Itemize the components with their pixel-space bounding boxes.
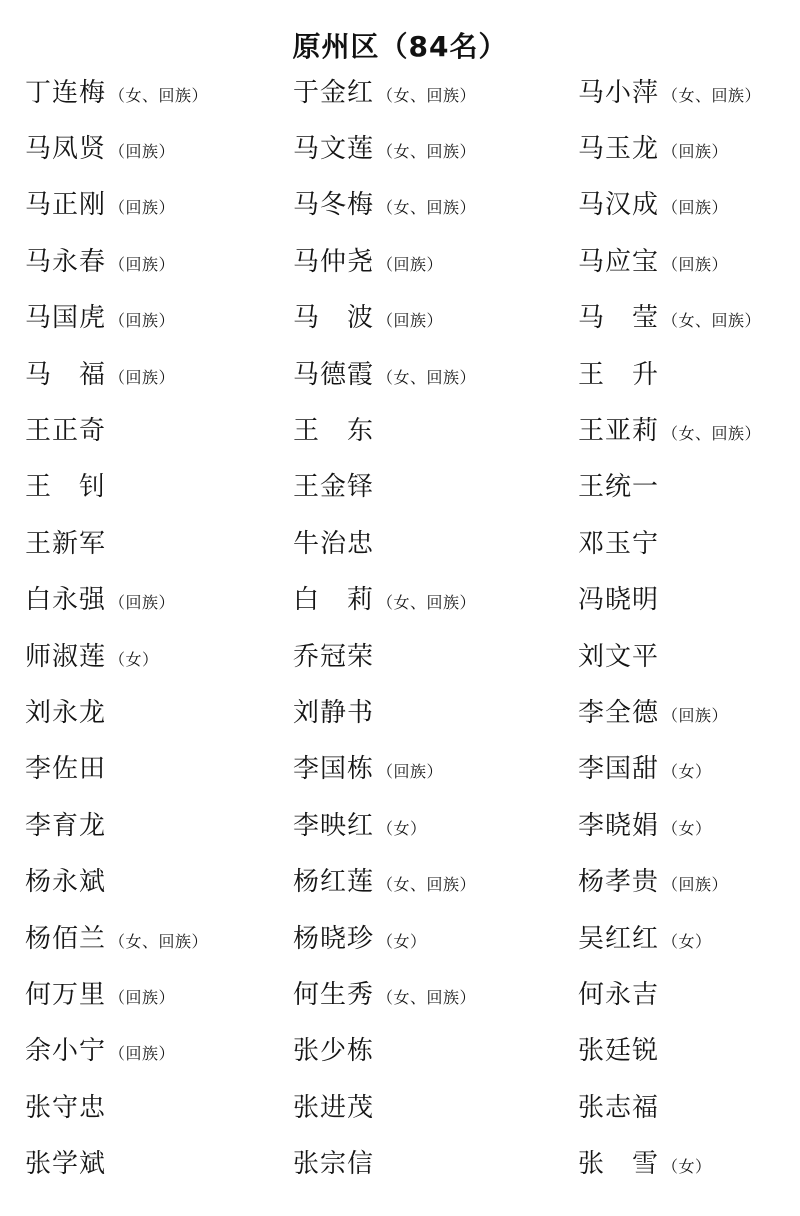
person-entry <box>293 579 578 616</box>
gender-ethnicity-note: （女、回族） <box>377 369 477 387</box>
roster-row <box>0 1133 800 1189</box>
person-entry <box>25 748 293 785</box>
gender-ethnicity-note: （女、回族） <box>377 877 477 895</box>
roster-row <box>0 175 800 231</box>
person-entry <box>25 636 293 673</box>
gender-ethnicity-note: （女、回族） <box>377 144 477 162</box>
person-name: 张宗信 <box>293 1149 375 1179</box>
gender-ethnicity-note: （回族） <box>109 369 176 387</box>
person-name: 冯晓明 <box>578 585 660 615</box>
person-entry <box>25 354 293 391</box>
person-name: 王亚莉 <box>578 416 660 446</box>
gender-ethnicity-note: （女、回族） <box>109 87 209 105</box>
roster-row <box>0 118 800 174</box>
person-name: 王金铎 <box>293 472 375 502</box>
gender-ethnicity-note: （女、回族） <box>377 989 477 1007</box>
document-title: 原州区（84名） <box>292 30 508 63</box>
person-entry <box>578 184 800 221</box>
person-entry <box>25 974 293 1011</box>
gender-ethnicity-note: （女、回族） <box>377 87 477 105</box>
person-name: 马汉成 <box>578 190 660 220</box>
roster-row <box>0 400 800 456</box>
person-name: 王 钊 <box>25 472 107 502</box>
roster-row <box>0 62 800 118</box>
person-name: 张进茂 <box>293 1092 375 1122</box>
person-name: 杨佰兰 <box>25 923 107 953</box>
person-name: 李全德 <box>578 697 660 727</box>
person-name: 马文莲 <box>293 134 375 164</box>
person-name: 张守忠 <box>25 1092 107 1122</box>
person-entry <box>25 410 293 447</box>
person-entry <box>25 805 293 842</box>
roster-row <box>0 1077 800 1133</box>
person-name: 马 波 <box>293 303 375 333</box>
person-entry <box>25 241 293 278</box>
person-entry <box>293 918 578 955</box>
person-name: 吴红红 <box>578 923 660 953</box>
gender-ethnicity-note: （女） <box>377 820 427 838</box>
person-name: 马仲尧 <box>293 246 375 276</box>
person-name: 王 升 <box>578 359 660 389</box>
person-entry <box>293 297 578 334</box>
person-name: 马应宝 <box>578 246 660 276</box>
person-name: 马小萍 <box>578 77 660 107</box>
person-name: 马玉龙 <box>578 134 660 164</box>
roster-row <box>0 513 800 569</box>
roster-row <box>0 851 800 907</box>
person-entry <box>25 692 293 729</box>
person-entry <box>25 1087 293 1124</box>
person-name: 马凤贤 <box>25 134 107 164</box>
roster-row <box>0 795 800 851</box>
person-name: 余小宁 <box>25 1036 107 1066</box>
person-entry <box>578 241 800 278</box>
gender-ethnicity-note: （女） <box>109 651 159 669</box>
person-entry <box>25 72 293 109</box>
gender-ethnicity-note: （回族） <box>662 200 729 218</box>
person-entry <box>578 918 800 955</box>
roster-row <box>0 231 800 287</box>
person-entry <box>293 354 578 391</box>
person-name: 马国虎 <box>25 303 107 333</box>
person-entry <box>293 523 578 560</box>
roster-row <box>0 1021 800 1077</box>
person-name: 李佐田 <box>25 754 107 784</box>
gender-ethnicity-note: （回族） <box>109 144 176 162</box>
person-entry <box>25 1030 293 1067</box>
gender-ethnicity-note: （回族） <box>662 256 729 274</box>
person-name: 杨晓珍 <box>293 923 375 953</box>
person-name: 乔冠荣 <box>293 641 375 671</box>
person-entry <box>293 805 578 842</box>
roster-row <box>0 908 800 964</box>
person-name: 马正刚 <box>25 190 107 220</box>
person-entry <box>293 692 578 729</box>
person-entry <box>25 861 293 898</box>
person-entry <box>293 410 578 447</box>
person-name: 张志福 <box>578 1092 660 1122</box>
gender-ethnicity-note: （回族） <box>377 313 444 331</box>
person-name: 杨永斌 <box>25 867 107 897</box>
roster-row <box>0 344 800 400</box>
person-entry <box>293 1143 578 1180</box>
gender-ethnicity-note: （女） <box>662 820 712 838</box>
gender-ethnicity-note: （回族） <box>377 764 444 782</box>
person-name: 何万里 <box>25 979 107 1009</box>
person-entry <box>293 466 578 503</box>
person-entry <box>25 918 293 955</box>
gender-ethnicity-note: （女、回族） <box>377 200 477 218</box>
gender-ethnicity-note: （回族） <box>662 877 729 895</box>
roster-row <box>0 682 800 738</box>
person-entry <box>578 636 800 673</box>
person-entry <box>578 1143 800 1180</box>
person-entry <box>293 748 578 785</box>
person-name: 白 莉 <box>293 585 375 615</box>
person-entry <box>578 354 800 391</box>
person-name: 王新军 <box>25 528 107 558</box>
person-entry <box>293 974 578 1011</box>
person-name: 邓玉宁 <box>578 528 660 558</box>
person-entry <box>293 1030 578 1067</box>
roster-row <box>0 964 800 1020</box>
gender-ethnicity-note: （女） <box>662 764 712 782</box>
person-entry <box>25 1143 293 1180</box>
person-name: 何永吉 <box>578 979 660 1009</box>
gender-ethnicity-note: （回族） <box>109 200 176 218</box>
gender-ethnicity-note: （回族） <box>662 707 729 725</box>
gender-ethnicity-note: （回族） <box>109 989 176 1007</box>
person-name: 杨孝贵 <box>578 867 660 897</box>
roster-row <box>0 570 800 626</box>
person-entry <box>578 523 800 560</box>
roster-row <box>0 288 800 344</box>
person-entry <box>578 297 800 334</box>
gender-ethnicity-note: （女、回族） <box>662 87 762 105</box>
name-roster <box>0 62 800 1190</box>
person-entry <box>578 692 800 729</box>
person-entry <box>578 974 800 1011</box>
person-entry <box>578 128 800 165</box>
person-name: 马冬梅 <box>293 190 375 220</box>
person-entry <box>578 748 800 785</box>
gender-ethnicity-note: （回族） <box>109 256 176 274</box>
person-entry <box>293 241 578 278</box>
gender-ethnicity-note: （女） <box>377 933 427 951</box>
person-entry <box>578 466 800 503</box>
person-name: 李晓娟 <box>578 810 660 840</box>
person-entry <box>25 297 293 334</box>
person-name: 李国栋 <box>293 754 375 784</box>
person-name: 师淑莲 <box>25 641 107 671</box>
person-entry <box>578 1087 800 1124</box>
gender-ethnicity-note: （女、回族） <box>377 595 477 613</box>
person-name: 王 东 <box>293 416 375 446</box>
person-name: 马 福 <box>25 359 107 389</box>
person-name: 张学斌 <box>25 1149 107 1179</box>
roster-row <box>0 457 800 513</box>
person-entry <box>293 861 578 898</box>
gender-ethnicity-note: （回族） <box>662 144 729 162</box>
person-name: 刘永龙 <box>25 697 107 727</box>
roster-row <box>0 626 800 682</box>
person-name: 白永强 <box>25 585 107 615</box>
gender-ethnicity-note: （女、回族） <box>109 933 209 951</box>
person-entry <box>578 861 800 898</box>
gender-ethnicity-note: （女） <box>662 1159 712 1177</box>
person-name: 何生秀 <box>293 979 375 1009</box>
person-entry <box>293 636 578 673</box>
person-entry <box>293 1087 578 1124</box>
gender-ethnicity-note: （回族） <box>109 595 176 613</box>
person-name: 刘静书 <box>293 697 375 727</box>
person-name: 李育龙 <box>25 810 107 840</box>
person-entry <box>293 184 578 221</box>
person-entry <box>578 72 800 109</box>
gender-ethnicity-note: （女、回族） <box>662 426 762 444</box>
person-name: 张少栋 <box>293 1036 375 1066</box>
person-name: 李国甜 <box>578 754 660 784</box>
person-entry <box>578 1030 800 1067</box>
person-entry <box>25 466 293 503</box>
person-name: 杨红莲 <box>293 867 375 897</box>
gender-ethnicity-note: （回族） <box>109 1046 176 1064</box>
person-name: 张 雪 <box>578 1149 660 1179</box>
person-entry <box>578 579 800 616</box>
person-name: 张廷锐 <box>578 1036 660 1066</box>
person-entry <box>25 523 293 560</box>
gender-ethnicity-note: （回族） <box>377 256 444 274</box>
roster-row <box>0 739 800 795</box>
person-name: 马 莹 <box>578 303 660 333</box>
person-entry <box>578 805 800 842</box>
person-name: 刘文平 <box>578 641 660 671</box>
gender-ethnicity-note: （女） <box>662 933 712 951</box>
person-name: 马德霞 <box>293 359 375 389</box>
person-entry <box>578 410 800 447</box>
person-name: 王统一 <box>578 472 660 502</box>
gender-ethnicity-note: （女、回族） <box>662 313 762 331</box>
person-name: 于金红 <box>293 77 375 107</box>
person-name: 牛治忠 <box>293 528 375 558</box>
person-name: 李映红 <box>293 810 375 840</box>
gender-ethnicity-note: （回族） <box>109 313 176 331</box>
person-entry <box>293 72 578 109</box>
person-entry <box>25 579 293 616</box>
person-entry <box>293 128 578 165</box>
person-entry <box>25 128 293 165</box>
person-name: 丁连梅 <box>25 77 107 107</box>
person-name: 马永春 <box>25 246 107 276</box>
person-entry <box>25 184 293 221</box>
person-name: 王正奇 <box>25 416 107 446</box>
